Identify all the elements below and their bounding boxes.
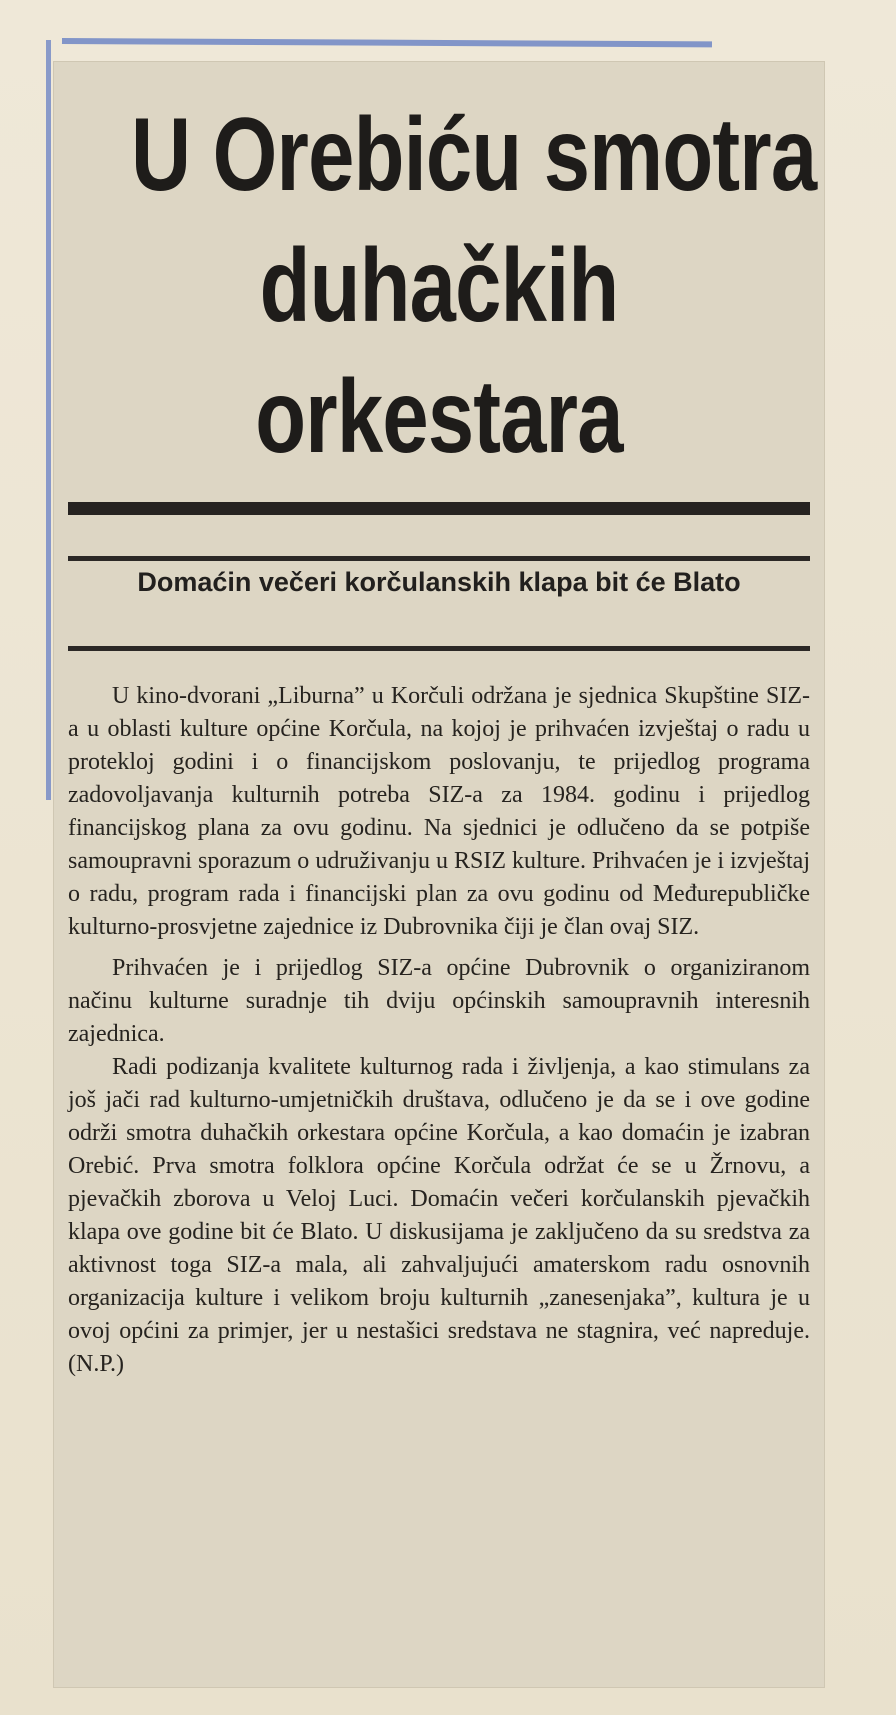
article-paragraph-1: U kino-dvorani „Liburna” u Korčuli održana je sjednica Skupštine SIZ-a u oblasti kulture općine Korčula, na kojoj je prihvaćen izvještaj o radu u protekloj godini i o financijskom poslovanju, te prijedlog programa zadovoljavanja kulturnih potreba SIZ-a za 1984. godinu i prijedlog financijskog plana za ovu godinu. Na sjednici je odlučeno da se potpiše samoupravni sporazum o udruživanju u RSIZ kulture. Prihvaćen je i izvještaj o radu, program rada i financijski plan za ovu godinu od Međurepubličke kulturno-prosvjetne zajednice iz Dubrovnika čiji je član ovaj SIZ. bbox=[68, 683, 810, 940]
headline-rule bbox=[68, 502, 810, 515]
newspaper-clipping bbox=[54, 62, 824, 1687]
article-paragraph-2: Prihvaćen je i prijedlog SIZ-a općine Dubrovnik o organiziranom načinu kulturne suradnje tih dviju općinskih samoupravnih interesnih zajednica. bbox=[68, 955, 810, 1047]
headline bbox=[131, 90, 817, 483]
headline-line-1: U Orebiću smotra bbox=[131, 97, 817, 213]
article-paragraph-3: Radi podizanja kvalitete kulturnog rada i življenja, a kao stimulans za još jači rad kulturno-umjetničkih društava, odlučeno je da se i ove godine održi smotra duhačkih orkestara općine Korčula, a kao domaćin je izabran Orebić. Prva smotra folklora općine Korčula održat će se u Žrnovu, a pjevačkih zborova u Veloj Luci. Domaćin večeri korčulanskih pjevačkih klapa ove godine bit će Blato. U diskusijama je zaključeno da su sredstva za aktivnost toga SIZ-a mala, ali zahvaljujući amaterskom radu osnovnih organizacija kulture i velikom broju kulturnih „zanesenjaka”, kultura je u ovoj općini za primjer, jer u nestašici sredstava ne stagnira, već napreduje. (N.P.) bbox=[68, 1054, 810, 1377]
headline-line-3: orkestara bbox=[255, 359, 623, 475]
headline-line-2: duhačkih bbox=[259, 228, 619, 344]
blue-pencil-line-left bbox=[46, 40, 51, 800]
subhead-rule-top bbox=[68, 556, 810, 561]
article-body bbox=[68, 680, 810, 1381]
subhead-rule-bottom bbox=[68, 646, 810, 651]
subheadline: Domaćin večeri korčulanskih klapa bit će Blato bbox=[137, 567, 741, 597]
